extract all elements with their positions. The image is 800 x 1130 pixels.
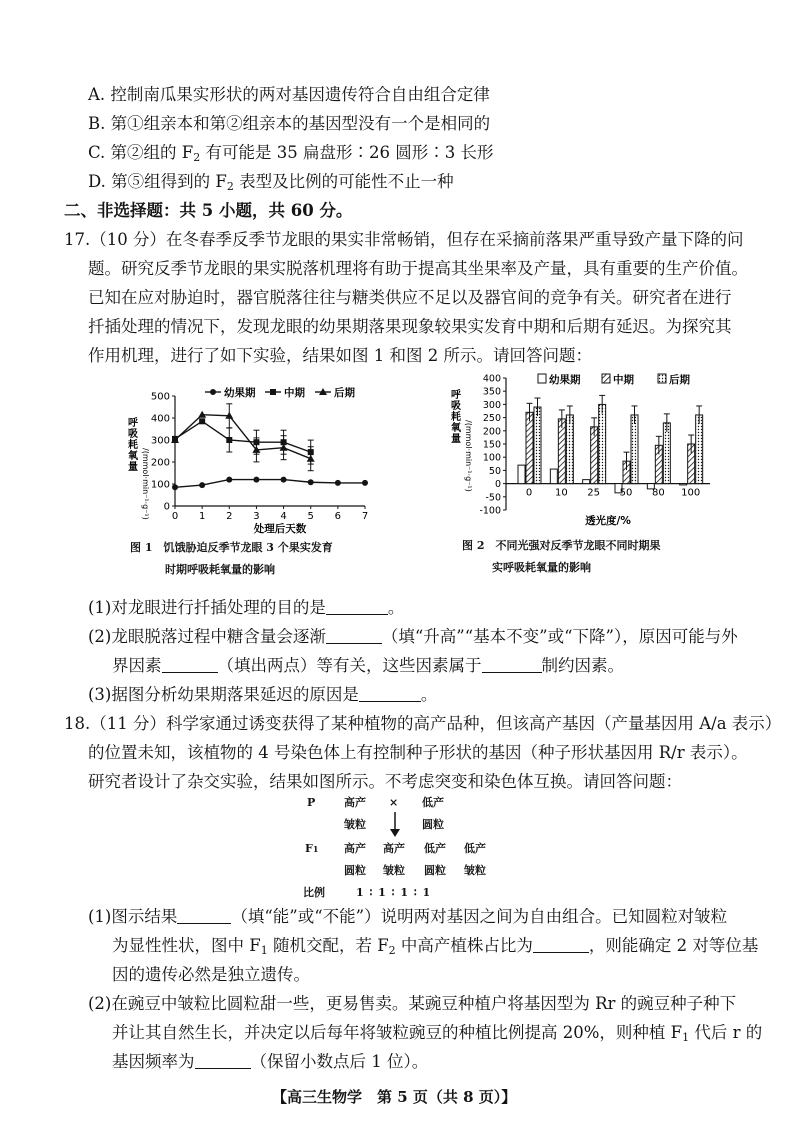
series-line-1 <box>175 421 311 452</box>
bar-后期 <box>534 407 541 484</box>
q18-sub-1-text-c: 为显性性状，图中 F <box>112 936 261 955</box>
data-point-中期 <box>199 418 205 424</box>
q18-sub-2-end <box>112 1051 428 1073</box>
q18-sub-2-text-c: 代后 r 的 <box>689 1023 763 1042</box>
q18-sub-1 <box>88 906 727 928</box>
q17-line-1: 17.（10 分）在冬春季反季节龙眼的果实非常畅销，但存在采摘前落果严重导致产量下降的问 <box>64 230 744 249</box>
y-tick-label: 350 <box>482 386 501 398</box>
legend-swatch <box>538 374 546 383</box>
y-axis-unit: /(mmol·min⁻¹·g⁻¹) <box>141 448 150 520</box>
q17-sub-2 <box>88 626 738 648</box>
series-line-2 <box>175 415 311 459</box>
q18-sub-1-sub-d: 2 <box>388 944 396 957</box>
q17-sub-2-text-d: （填出两点）等有关，这些因素属于 <box>217 656 482 675</box>
x-tick-label: 50 <box>619 487 633 499</box>
x-tick-label: 10 <box>554 487 568 499</box>
y-tick-label: 200 <box>150 457 170 469</box>
legend-marker <box>270 389 276 395</box>
option-d-pre: D. 第⑤组得到的 F <box>88 172 227 191</box>
x-axis-label: 处理后天数 <box>253 523 307 535</box>
data-point-幼果期 <box>199 482 205 488</box>
q18-sub-2-text-e: （保留小数点后 1 位）。 <box>250 1052 429 1071</box>
q17-line-4: 扦插处理的情况下，发现龙眼的幼果期落果现象较果实发育中期和后期有延迟。为探究其 <box>88 317 732 336</box>
q17-sub-1-text: (1)对龙眼进行扦插处理的目的是 <box>88 598 326 617</box>
option-d-sub: 2 <box>226 180 234 193</box>
data-point-幼果期 <box>308 479 314 485</box>
y-tick-label: 200 <box>482 426 501 438</box>
q17-sub-2-text-b: （填“升高”“基本不变”或“下降”），原因可能与外 <box>381 627 738 646</box>
answer-blank-18-2[interactable] <box>195 1052 251 1069</box>
data-point-幼果期 <box>281 477 287 483</box>
legend-label: 后期 <box>334 387 355 399</box>
q17-line-3: 已知在应对胁迫时，器官脱落往往与糖类供应不足以及器官间的竞争有关。研究者在进行 <box>88 288 732 307</box>
section-title: 二、非选择题：共 5 小题，共 60 分。 <box>64 201 353 220</box>
x-tick-label: 4 <box>280 511 287 522</box>
legend-label: 中期 <box>613 374 634 386</box>
cross-f1-label <box>305 842 318 856</box>
legend-marker <box>210 389 216 395</box>
option-a: A. 控制南瓜果实形状的两对基因遗传符合自由组合定律 <box>88 85 490 104</box>
legend-label: 后期 <box>669 374 690 386</box>
bar-幼果期 <box>550 469 557 484</box>
figure-2-caption-2: 实呼吸耗氧量的影响 <box>492 561 591 574</box>
bar-幼果期 <box>583 480 590 484</box>
cross-p-label: P <box>307 796 316 809</box>
ratio-label: 比例 <box>303 886 325 899</box>
figure-2-caption-1: 图 2 不同光强对反季节龙眼不同时期果 <box>462 539 661 552</box>
offspring-2-a: 高产 <box>383 842 405 855</box>
q18-sub-2-text-d: 基因频率为 <box>112 1052 195 1071</box>
q18-sub-1-text-f: ，则能确定 2 对等位基 <box>588 936 759 955</box>
bar-幼果期 <box>680 484 687 485</box>
x-axis-label: 透光度/% <box>585 515 631 527</box>
option-d-post: 表型及比例的可能性不止一种 <box>233 172 454 191</box>
y-axis-label-char: 耗 <box>451 412 461 423</box>
option-c-sub: 2 <box>193 151 201 164</box>
x-tick-label: 7 <box>361 511 369 522</box>
cross-f1-sub: 1 <box>312 844 319 854</box>
q18-sub-2-sub-b: 1 <box>682 1031 690 1044</box>
q18-sub-1-text-b: （填“能”或“不能”）说明两对基因之间为自由组合。已知圆粒对皱粒 <box>231 907 728 926</box>
y-tick-label: 300 <box>482 399 501 411</box>
q17-sub-2-text-a: (2)龙眼脱落过程中糖含量会逐渐 <box>88 627 326 646</box>
figure-1-chart <box>125 378 385 535</box>
x-tick-label: 0 <box>525 487 533 499</box>
legend-label: 幼果期 <box>224 387 256 399</box>
offspring-4-b: 皱粒 <box>464 864 486 877</box>
y-tick-label: 400 <box>150 413 170 425</box>
figure-2-chart <box>448 368 718 528</box>
page-footer: 【高三生物学 第 5 页（共 8 页）】 <box>272 1088 517 1106</box>
x-tick-label: 100 <box>681 487 701 499</box>
legend-label: 幼果期 <box>549 374 581 386</box>
y-axis-label-char: 氧 <box>128 451 138 462</box>
y-tick-label: 250 <box>482 413 501 425</box>
data-point-幼果期 <box>172 484 178 490</box>
q17-sub-3-end: 。 <box>420 685 438 704</box>
q17-line-5: 作用机理，进行了如下实验，结果如图 1 和图 2 所示。请回答问题： <box>88 346 592 365</box>
x-tick-label: 3 <box>253 511 260 522</box>
x-tick-label: 0 <box>171 511 179 522</box>
q17-sub-3-text: (3)据图分析幼果期落果延迟的原因是 <box>88 685 359 704</box>
y-axis-label-char: 耗 <box>128 440 138 451</box>
x-tick-label: 1 <box>198 511 206 522</box>
bar-后期 <box>599 404 606 483</box>
answer-blank-18-1a[interactable] <box>177 907 231 924</box>
q18-line-3: 研究者设计了杂交实验，结果如图所示。不考虑突变和染色体互换。请回答问题： <box>88 772 682 791</box>
y-axis-label-char: 吸 <box>451 401 461 412</box>
data-point-幼果期 <box>226 477 232 483</box>
q18-sub-1-sub-c: 1 <box>260 944 268 957</box>
y-axis-label-char: 量 <box>128 462 138 473</box>
data-point-幼果期 <box>253 477 259 483</box>
y-tick-label: 0 <box>494 479 501 491</box>
y-tick-label: 0 <box>163 501 170 513</box>
figure-1-caption-2: 时期呼吸耗氧量的影响 <box>165 563 275 576</box>
parent-2-trait-b: 圆粒 <box>422 818 444 831</box>
x-tick-label: 5 <box>307 511 314 522</box>
answer-blank-18-1b[interactable] <box>533 936 589 953</box>
q18-sub-2-cont <box>112 1022 762 1049</box>
y-axis-label-char: 氧 <box>451 423 461 434</box>
answer-blank-17-2b[interactable] <box>162 656 218 673</box>
offspring-1-a: 高产 <box>344 842 366 855</box>
x-tick-label: 25 <box>587 487 601 499</box>
y-tick-label: 500 <box>150 391 170 403</box>
q17-sub-2-text-c: 界因素 <box>112 656 162 675</box>
y-axis-label-char: 呼 <box>451 390 461 401</box>
cross-times: × <box>389 796 399 809</box>
y-axis-label-char: 吸 <box>128 429 138 440</box>
q17-sub-3 <box>88 684 437 706</box>
parent-1-trait-a: 高产 <box>344 796 366 809</box>
option-c-post: 有可能是 35 扁盘形∶26 圆形∶3 长形 <box>200 143 494 162</box>
legend-swatch <box>658 374 666 383</box>
q18-sub-2: (2)在豌豆中皱粒比圆粒甜一些，更易售卖。某豌豆种植户将基因型为 Rr 的豌豆种子种下 <box>88 994 737 1013</box>
y-tick-label: 100 <box>150 479 170 491</box>
bar-后期 <box>566 415 573 484</box>
y-tick-label: -50 <box>485 492 501 504</box>
q17-sub-2-cont <box>112 655 624 677</box>
y-axis-label-char: 量 <box>451 434 461 445</box>
q18-sub-1-text-a: (1)图示结果 <box>88 907 178 926</box>
figure-1-caption-1: 图 1 饥饿胁迫反季节龙眼 3 个果实发育 <box>130 541 333 554</box>
answer-blank-17-2c[interactable] <box>482 656 542 673</box>
q18-sub-2-text-b: 并让其自然生长，并决定以后每年将皱粒豌豆的种植比例提高 20%，则种植 F <box>112 1023 683 1042</box>
option-c <box>88 142 493 169</box>
bar-中期 <box>526 412 533 483</box>
y-tick-label: 50 <box>488 465 501 477</box>
q18-sub-1-cont <box>112 935 758 962</box>
legend-label: 中期 <box>284 387 305 399</box>
down-arrow-icon <box>388 812 402 838</box>
bar-后期 <box>631 415 638 484</box>
q17-sub-2-text-e: 制约因素。 <box>541 656 624 675</box>
data-point-中期 <box>226 437 232 443</box>
offspring-3-b: 圆粒 <box>424 864 446 877</box>
x-tick-label: 80 <box>651 487 665 499</box>
q18-line-2: 的位置未知，该植物的 4 号染色体上有控制种子形状的基因（种子形状基因用 R/r 表示）。 <box>88 743 748 762</box>
y-axis-label-char: 呼 <box>128 418 138 429</box>
legend-swatch <box>602 374 610 383</box>
q17-line-2: 题。研究反季节龙眼的果实脱落机理将有助于提高其坐果率及产量，具有重要的生产价值。 <box>88 259 748 278</box>
q17-sub-1-end: 。 <box>387 598 405 617</box>
y-axis-label <box>451 388 462 445</box>
x-tick-label: 6 <box>334 511 342 522</box>
data-point-幼果期 <box>362 480 368 486</box>
bar-幼果期 <box>518 465 525 483</box>
answer-blank-17-3[interactable] <box>359 685 421 702</box>
bar-后期 <box>696 415 703 484</box>
ratio-values: 1 ∶ 1 ∶ 1 ∶ 1 <box>356 886 432 899</box>
q18-sub-1-text-e: 中高产植株占比为 <box>395 936 533 955</box>
option-c-pre: C. 第②组的 F <box>88 143 194 162</box>
x-tick-label: 2 <box>226 511 233 522</box>
option-d <box>88 171 454 198</box>
y-axis-label <box>128 416 139 473</box>
q18-line-1: 18.（11 分）科学家通过诱变获得了某种植物的高产品种，但该高产基因（产量基因用 A/a 表示） <box>64 714 782 733</box>
answer-blank-17-2a[interactable] <box>326 627 382 644</box>
answer-blank-17-1[interactable] <box>326 598 388 615</box>
y-tick-label: 400 <box>482 373 501 385</box>
cross-f1-text: F <box>305 842 313 855</box>
offspring-1-b: 圆粒 <box>344 864 366 877</box>
offspring-2-b: 皱粒 <box>383 864 405 877</box>
y-tick-label: -100 <box>479 505 501 517</box>
y-axis-unit: /(mmol·min⁻¹·g⁻¹) <box>464 420 473 492</box>
offspring-3-a: 低产 <box>424 842 446 855</box>
parent-1-trait-b: 皱粒 <box>344 818 366 831</box>
offspring-4-a: 低产 <box>464 842 486 855</box>
y-tick-label: 100 <box>482 452 501 464</box>
q18-sub-1-end: 因的遗传必然是独立遗传。 <box>112 965 310 984</box>
q18-sub-1-text-d: 随机交配，若 F <box>267 936 389 955</box>
bar-中期 <box>558 419 565 484</box>
y-tick-label: 150 <box>482 439 501 451</box>
q17-sub-1 <box>88 597 404 619</box>
data-point-幼果期 <box>335 480 341 486</box>
option-b: B. 第①组亲本和第②组亲本的基因型没有一个是相同的 <box>88 114 491 133</box>
bar-后期 <box>663 423 670 484</box>
parent-2-trait-a: 低产 <box>422 796 444 809</box>
y-tick-label: 300 <box>150 435 170 447</box>
